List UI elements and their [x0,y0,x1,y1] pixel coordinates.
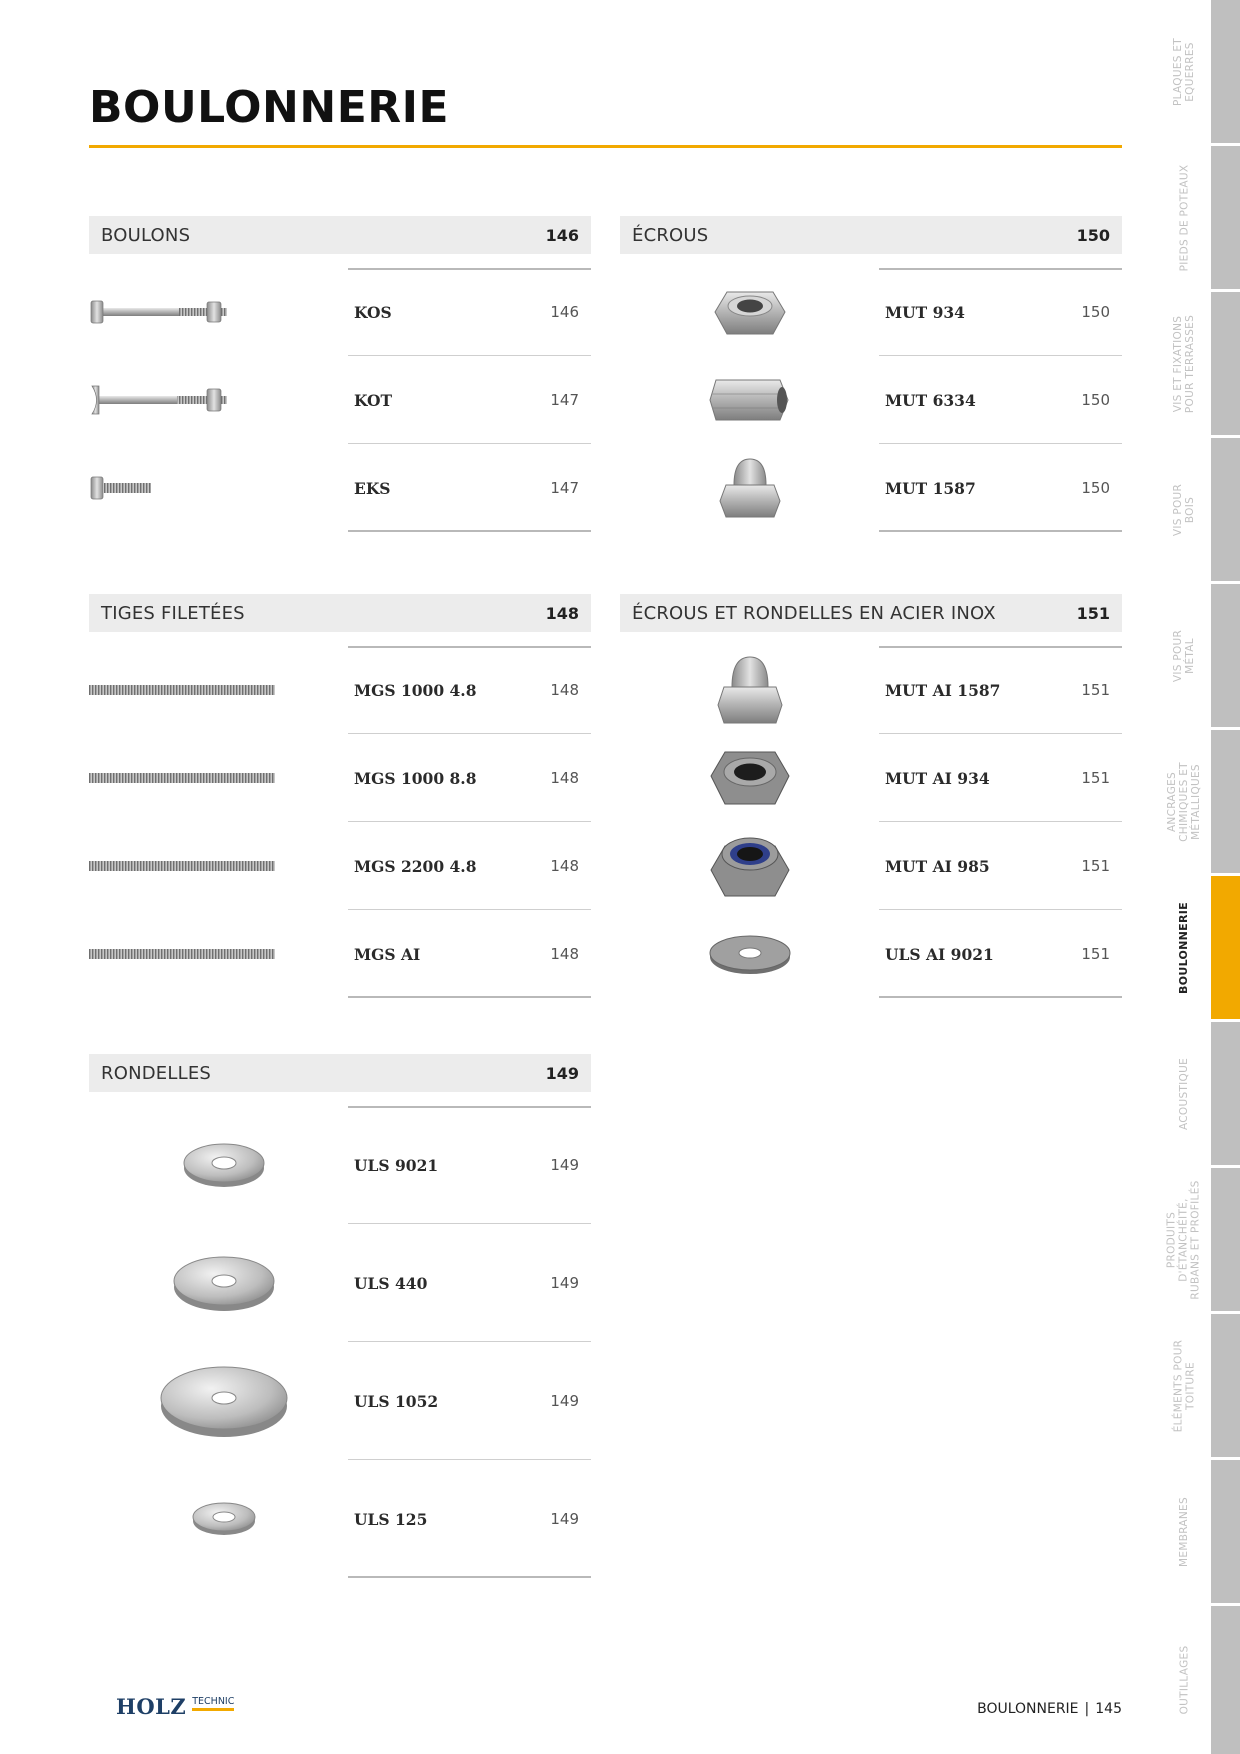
product-page[interactable]: 149 [550,1392,579,1410]
product-code: MUT 1587 [885,478,976,498]
cap-nut-icon [620,646,880,734]
holz-technic-logo [116,1694,234,1719]
product-row-mut-ai-985[interactable] [620,822,1122,910]
product-row-mgs-1000-4-8[interactable] [89,646,591,734]
tab-vis-pour-metal[interactable] [1172,584,1240,730]
product-code: EKS [354,478,391,498]
tab-boulonnerie[interactable] [1177,876,1240,1022]
tab-outillages[interactable] [1178,1606,1240,1754]
section-header [620,216,1122,254]
row-divider [879,996,1122,998]
section-title: RONDELLES [101,1062,212,1084]
product-row-mut-934[interactable] [620,268,1122,356]
tab-ancrages[interactable] [1166,730,1240,876]
coupling-nut-icon [620,356,880,444]
washer-small-icon [89,1460,349,1578]
section-title: ÉCROUS ET RONDELLES EN ACIER INOX [632,602,996,624]
section-ecrous [620,216,1122,532]
washer-icon [89,1106,349,1224]
product-code: ULS 440 [354,1273,428,1293]
product-page[interactable]: 151 [1081,945,1110,963]
footer-page-info [977,1701,1122,1717]
product-row-mut-1587[interactable] [620,444,1122,532]
product-page[interactable]: 150 [1081,479,1110,497]
product-page[interactable]: 146 [550,303,579,321]
tab-label: ÉLÉMENTS POUR TOITURE [1172,1339,1196,1432]
product-row-mut-ai-1587[interactable] [620,646,1122,734]
footer-page-number: 145 [1095,1701,1122,1717]
hex-nut-icon [620,268,880,356]
section-page-number[interactable]: 150 [1076,225,1110,245]
product-code: MUT 6334 [885,390,976,410]
product-page[interactable]: 148 [550,945,579,963]
product-row-uls-9021[interactable] [89,1106,591,1224]
section-header [89,1054,591,1092]
product-row-mgs-1000-8-8[interactable] [89,734,591,822]
tab-produits-etancheite[interactable] [1166,1168,1240,1314]
tab-label: PIEDS DE POTEAUX [1178,164,1190,271]
product-page[interactable]: 151 [1081,857,1110,875]
row-divider [348,996,591,998]
section-tiges-filetees [89,594,591,998]
threaded-rod-icon [89,646,349,734]
section-header [620,594,1122,632]
section-boulons [89,216,591,532]
title-rule [89,145,1122,148]
product-page[interactable]: 150 [1081,391,1110,409]
tab-vis-terrasses[interactable] [1172,292,1240,438]
product-row-uls-1052[interactable] [89,1342,591,1460]
product-page[interactable]: 151 [1081,769,1110,787]
section-title: ÉCROUS [632,224,709,246]
section-title: BOULONS [101,224,191,246]
product-page[interactable]: 147 [550,479,579,497]
product-code: MGS 1000 4.8 [354,680,477,700]
hex-bolt-short-icon [89,444,349,532]
product-row-kot[interactable] [89,356,591,444]
nylon-lock-nut-icon [620,822,880,910]
tab-label: PRODUITS D'ÉTANCHÉITÉ, RUBANS ET PROFILÉS [1166,1179,1202,1300]
section-page-number[interactable]: 149 [545,1063,579,1083]
product-row-mut-6334[interactable] [620,356,1122,444]
hex-bolt-long-icon [89,268,349,356]
product-code: MUT 934 [885,302,965,322]
product-page[interactable]: 147 [550,391,579,409]
tab-elements-toiture[interactable] [1172,1314,1240,1460]
tab-label: OUTILLAGES [1178,1645,1190,1715]
tab-label: ANCRAGES CHIMIQUES ET MÉTALLIQUES [1166,761,1202,842]
product-code: KOS [354,302,392,322]
section-inox [620,594,1122,998]
product-page[interactable]: 149 [550,1510,579,1528]
tab-vis-pour-bois[interactable] [1172,438,1240,584]
washer-large-icon [89,1224,349,1342]
hex-nut-dark-icon [620,734,880,822]
product-code: KOT [354,390,393,410]
tab-label: PLAQUES ET EQUERRES [1172,37,1196,106]
cap-nut-icon [620,444,880,532]
product-code: MGS 1000 8.8 [354,768,477,788]
product-code: MUT AI 1587 [885,680,1001,700]
product-row-uls-440[interactable] [89,1224,591,1342]
product-code: ULS 125 [354,1509,428,1529]
product-page[interactable]: 148 [550,857,579,875]
threaded-rod-icon [89,734,349,822]
tab-label: MEMBRANES [1178,1496,1190,1567]
product-row-kos[interactable] [89,268,591,356]
product-code: ULS 1052 [354,1391,439,1411]
section-page-number[interactable]: 151 [1076,603,1110,623]
chapter-tabs [1166,0,1240,1754]
product-code: ULS AI 9021 [885,944,994,964]
product-row-mut-ai-934[interactable] [620,734,1122,822]
product-page[interactable]: 149 [550,1156,579,1174]
tab-label: VIS ET FIXATIONS POUR TERRASSES [1172,314,1196,413]
product-page[interactable]: 151 [1081,681,1110,699]
threaded-rod-icon [89,822,349,910]
threaded-rod-icon [89,910,349,998]
washer-xlarge-icon [89,1342,349,1460]
product-row-uls-ai-9021[interactable] [620,910,1122,998]
product-page[interactable]: 149 [550,1274,579,1292]
product-row-mgs-ai[interactable] [89,910,591,998]
product-page[interactable]: 148 [550,681,579,699]
tab-label: ACOUSTIQUE [1178,1057,1191,1130]
product-code: MGS 2200 4.8 [354,856,477,876]
logo-main: HOLZ [116,1694,187,1719]
section-page-number[interactable]: 146 [545,225,579,245]
product-page[interactable]: 150 [1081,303,1110,321]
product-code: MUT AI 985 [885,856,990,876]
section-page-number[interactable]: 148 [545,603,579,623]
washer-icon [620,910,880,998]
footer-section: BOULONNERIE [977,1701,1079,1717]
product-code: MUT AI 934 [885,768,990,788]
row-divider [348,1576,591,1578]
tab-pieds-de-poteaux[interactable] [1178,146,1240,292]
section-rondelles [89,1054,591,1578]
section-header [89,216,591,254]
footer-separator: | [1084,1701,1090,1717]
tab-label: VIS POUR MÉTAL [1172,629,1197,682]
tab-membranes[interactable] [1178,1460,1240,1606]
row-divider [879,530,1122,532]
section-title: TIGES FILETÉES [101,602,245,624]
product-row-eks[interactable] [89,444,591,532]
carriage-bolt-icon [89,356,349,444]
row-divider [348,530,591,532]
tab-plaques-et-equerres[interactable] [1172,0,1240,146]
tab-label: BOULONNERIE [1177,901,1191,994]
logo-sub: TECHNIC [192,1696,234,1711]
product-page[interactable]: 148 [550,769,579,787]
section-header [89,594,591,632]
product-row-mgs-2200-4-8[interactable] [89,822,591,910]
tab-acoustique[interactable] [1178,1022,1240,1168]
tab-label: VIS POUR BOIS [1172,483,1197,536]
product-row-uls-125[interactable] [89,1460,591,1578]
page-title: BOULONNERIE [89,82,450,133]
product-code: ULS 9021 [354,1155,439,1175]
product-code: MGS AI [354,944,421,964]
